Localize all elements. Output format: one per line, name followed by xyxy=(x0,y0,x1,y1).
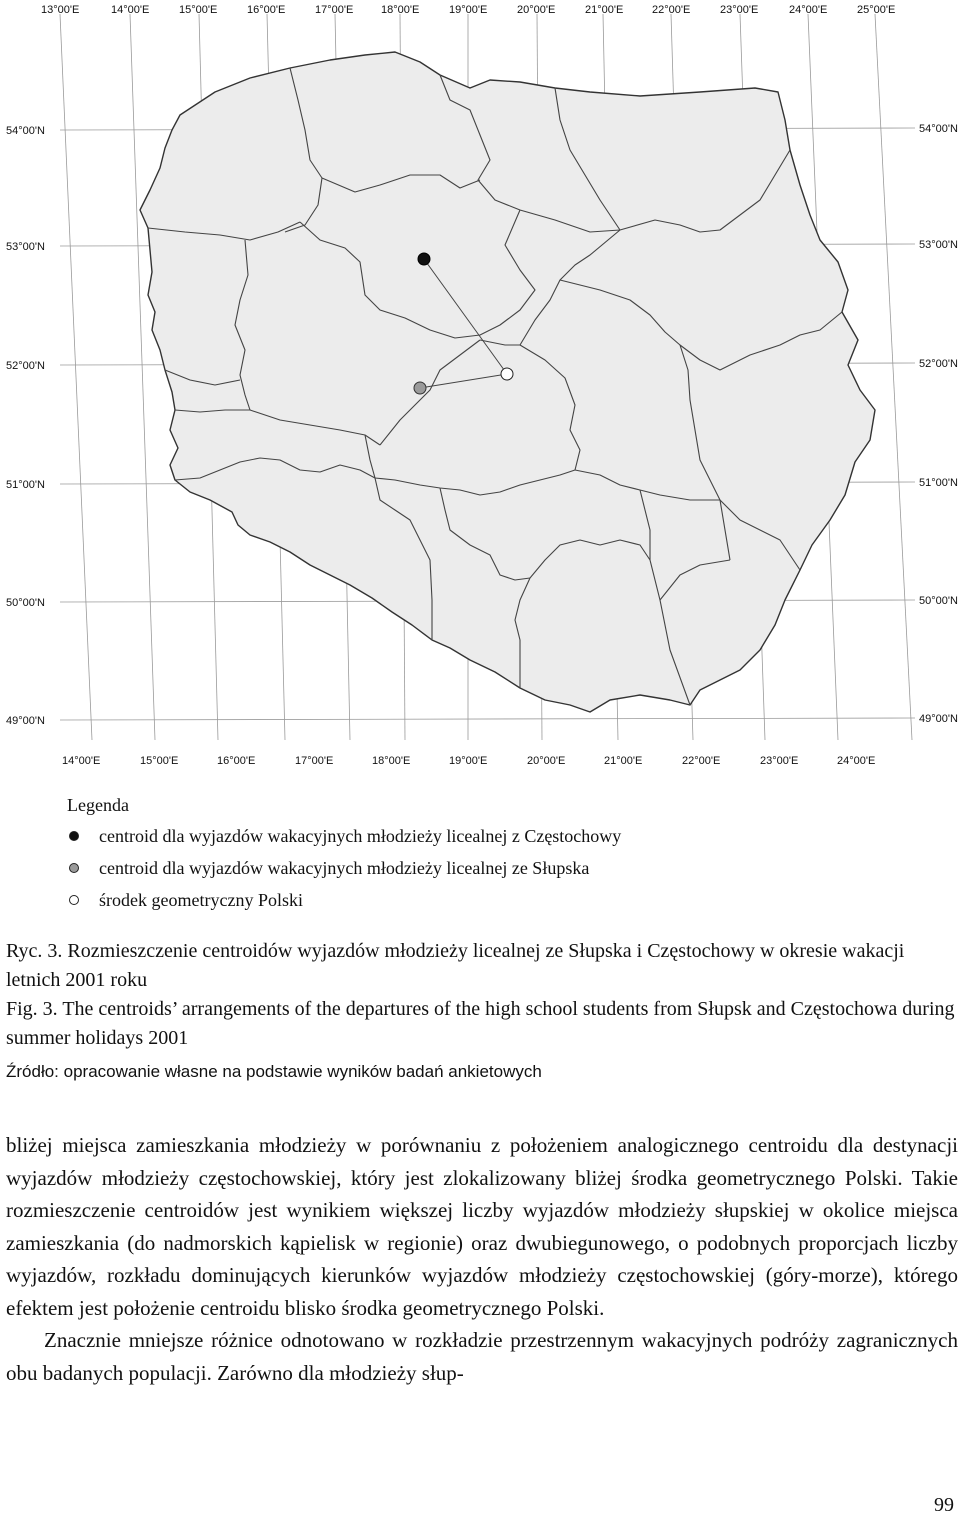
poland-outline xyxy=(140,52,875,712)
caption-source: Źródło: opracowanie własne na podstawie wyników badań ankietowych xyxy=(6,1062,542,1081)
centroid-slupsk-marker xyxy=(414,382,426,394)
lon-label: 15°00'E xyxy=(179,4,218,16)
lat-label: 54°00'N xyxy=(919,123,958,135)
lat-label: 52°00'N xyxy=(6,360,45,372)
latitude-labels-left xyxy=(6,125,45,727)
bottom-longitude-labels xyxy=(62,755,875,767)
lon-label: 22°00'E xyxy=(652,4,691,16)
lat-label: 50°00'N xyxy=(919,595,958,607)
lon-label: 24°00'E xyxy=(837,755,876,767)
lon-label: 23°00'E xyxy=(760,755,799,767)
paragraph: Znacznie mniejsze różnice odnotowano w rozkładzie przestrzennym wakacyjnych podróży zagranicznych obu badanych populacji. Zarówno dla młodzieży słup- xyxy=(6,1328,958,1385)
lat-label: 51°00'N xyxy=(919,477,958,489)
top-longitude-labels xyxy=(41,4,895,16)
black-dot-icon xyxy=(69,831,79,841)
legend-label: środek geometryczny Polski xyxy=(99,889,303,910)
lon-label: 21°00'E xyxy=(585,4,624,16)
lat-label: 50°00'N xyxy=(6,597,45,609)
lon-label: 17°00'E xyxy=(315,4,354,16)
legend-label: centroid dla wyjazdów wakacyjnych młodzieży licealnej z Częstochowy xyxy=(99,825,622,846)
lon-label: 14°00'E xyxy=(62,755,101,767)
caption-polish: Ryc. 3. Rozmieszczenie centroidów wyjazdów młodzieży licealnej ze Słupska i Częstochowy w okresie wakacji letnich 2001 roku xyxy=(6,940,905,991)
lon-label: 16°00'E xyxy=(247,4,286,16)
lon-label: 13°00'E xyxy=(41,4,80,16)
legend-title: Legenda xyxy=(67,795,129,815)
page-number: 99 xyxy=(934,1494,954,1516)
lon-label: 22°00'E xyxy=(682,755,721,767)
lon-label: 19°00'E xyxy=(449,755,488,767)
lon-label: 21°00'E xyxy=(604,755,643,767)
lon-label: 23°00'E xyxy=(720,4,759,16)
lon-label: 14°00'E xyxy=(111,4,150,16)
caption-english: Fig. 3. The centroids’ arrangements of the departures of the high school students from Słupsk and Częstochowa during summer holidays 2001 xyxy=(6,998,955,1049)
map-legend xyxy=(67,795,621,916)
grey-dot-icon xyxy=(69,863,79,873)
lat-label: 52°00'N xyxy=(919,358,958,370)
latitude-labels-right xyxy=(919,123,958,725)
lat-label: 53°00'N xyxy=(919,239,958,251)
geometric-center-marker xyxy=(501,368,513,380)
lon-label: 16°00'E xyxy=(217,755,256,767)
lat-label: 49°00'N xyxy=(6,715,45,727)
lon-label: 17°00'E xyxy=(295,755,334,767)
white-dot-icon xyxy=(69,895,79,905)
lat-label: 53°00'N xyxy=(6,241,45,253)
lat-label: 54°00'N xyxy=(6,125,45,137)
legend-item xyxy=(67,884,621,916)
centroid-czestochowa-marker xyxy=(418,253,430,265)
lon-label: 15°00'E xyxy=(140,755,179,767)
figure-caption xyxy=(6,937,958,1086)
lon-label: 20°00'E xyxy=(517,4,556,16)
lon-label: 24°00'E xyxy=(789,4,828,16)
paragraph: bliżej miejsca zamieszkania młodzieży w porównaniu z położeniem analogicznego centroidu dla destynacji wyjazdów młodzieży częstochowskiej, który jest zlokalizowany bliżej środka geometrycznego Polski. Takie rozmieszczenie centroidów jest wynikiem większej liczby wyjazdów młodzieży słupskiej w okolice miejsca zamieszkania (do nadmorskich kąpielisk w regionie) oraz dwubiegunowego, o podobnych proporcjach liczby wyjazdów, rozkładu dominujących kierunków wyjazdów młodzieży częstochowskiej (góry-morze), którego efektem jest położenie centroidu blisko środka geometrycznego Polski. xyxy=(6,1133,958,1320)
lon-label: 18°00'E xyxy=(372,755,411,767)
lon-label: 20°00'E xyxy=(527,755,566,767)
legend-label: centroid dla wyjazdów wakacyjnych młodzieży licealnej ze Słupska xyxy=(99,857,590,878)
body-text xyxy=(6,1129,958,1389)
lat-label: 51°00'N xyxy=(6,479,45,491)
legend-item xyxy=(67,820,621,852)
lon-label: 18°00'E xyxy=(381,4,420,16)
lon-label: 25°00'E xyxy=(857,4,896,16)
legend-item xyxy=(67,852,621,884)
lat-label: 49°00'N xyxy=(919,713,958,725)
lon-label: 19°00'E xyxy=(449,4,488,16)
